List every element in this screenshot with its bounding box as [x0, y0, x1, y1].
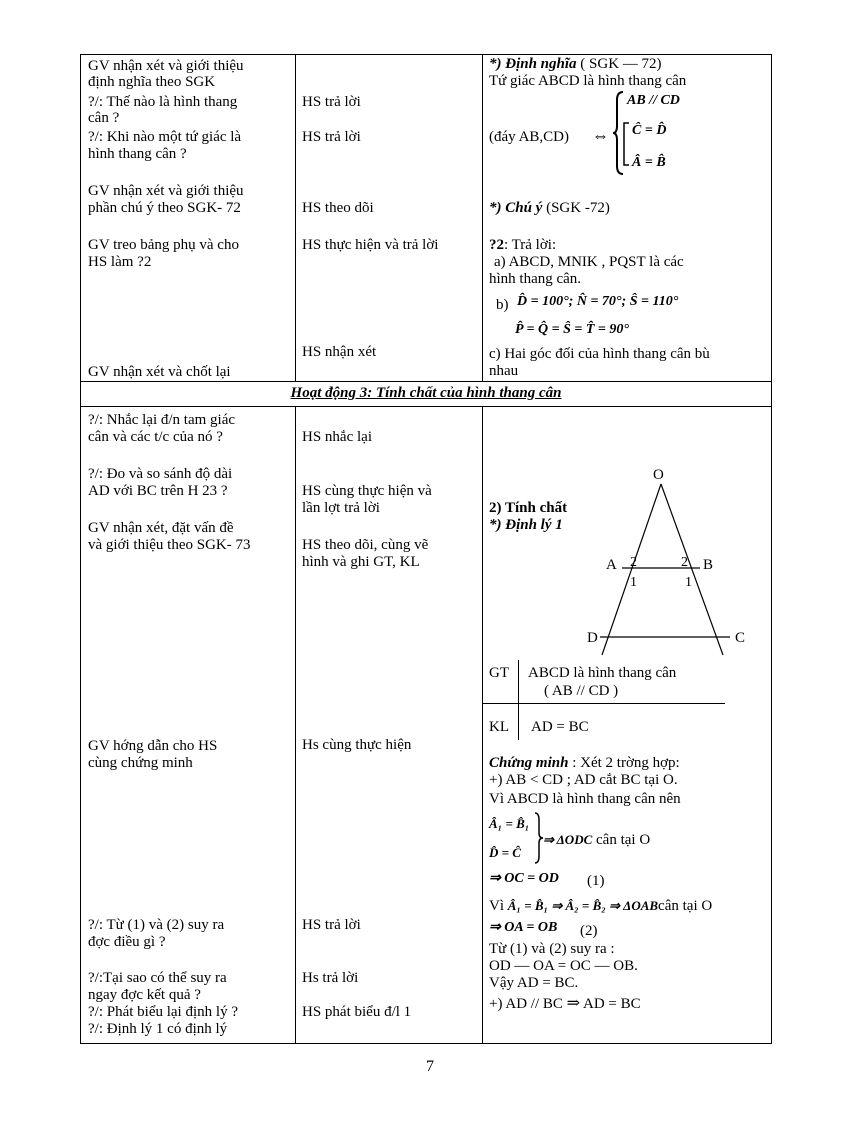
student-line: HS nhận xét [302, 344, 377, 360]
kl-text: AD = BC [531, 719, 589, 735]
trapezoid-figure [587, 462, 760, 652]
teacher-line: ?/: Đo và so sánh độ dài [88, 466, 233, 482]
mark-2: (2) [580, 923, 598, 939]
system-line-3: Â = B̂ [632, 155, 666, 170]
teacher-line: GV hớng dẫn cho HS [88, 738, 218, 754]
q2-answer-a-1: a) ABCD, MNIK , PQST là các [494, 254, 684, 270]
definition-text: Tứ giác ABCD là hình thang cân [489, 73, 687, 89]
student-line: HS thực hiện và trả lời [302, 237, 439, 253]
case2-arrow: ⇒ [566, 995, 581, 1012]
col-divider-2-upper [482, 54, 483, 381]
teacher-line: và giới thiệu theo SGK- 73 [88, 537, 251, 553]
student-line: Hs trả lời [302, 970, 359, 986]
case2-right: AD = BC [582, 996, 641, 1012]
vertex-o: O [653, 467, 664, 483]
note-heading [489, 200, 610, 217]
teacher-line: HS làm ?2 [88, 254, 152, 270]
header-row-bottom [80, 406, 772, 407]
proof-since: Vì ABCD là hình thang cân nên [489, 791, 681, 807]
proof-therefore: Vậy AD = BC. [489, 975, 579, 991]
teacher-line: ?/: Định lý 1 có định lý [88, 1021, 228, 1037]
definition-title: *) Định nghĩa [489, 56, 577, 72]
gt-label: GT [489, 665, 509, 681]
teacher-line: hình thang cân ? [88, 146, 187, 162]
teacher-line: cân ? [88, 110, 120, 126]
teacher-line: ngay đợc kết quả ? [88, 987, 201, 1003]
q2-answer-c-2: nhau [489, 363, 519, 379]
q2-title: ?2 [489, 237, 504, 253]
proof-heading [489, 755, 680, 772]
vi-word: Vì [489, 898, 508, 914]
teacher-line: GV nhận xét và giới thiệu [88, 183, 244, 199]
teacher-line: GV nhận xét và giới thiệu [88, 58, 244, 74]
table-border-right [771, 54, 772, 1044]
proof-eq-2: D̂ = Ĉ [489, 845, 521, 860]
teacher-line: AD với BC trên H 23 ? [88, 483, 228, 499]
student-line: HS trả lời [302, 129, 361, 145]
student-line: HS theo dõi, cùng vẽ [302, 537, 429, 553]
teacher-line: GV nhận xét, đặt vấn đề [88, 520, 234, 536]
proof-chain-line [489, 897, 712, 915]
proof-eq-1: Â₁ = B̂₁ [489, 816, 530, 831]
definition-condition: (đáy AB,CD) [489, 129, 569, 145]
student-line: HS cùng thực hiện và [302, 483, 432, 499]
teacher-line: phần chú ý theo SGK- 72 [88, 200, 241, 216]
angle-a2: 2 [630, 555, 637, 570]
gt-line-1: ABCD là hình thang cân [528, 665, 677, 681]
teacher-line: ?/: Khi nào một tứ giác là [88, 129, 242, 145]
proof-chain: Â₁ = B̂₁ ⇒ Â₂ = B̂₂ ⇒ ΔOAB [507, 898, 659, 913]
student-line: hình và ghi GT, KL [302, 554, 420, 570]
definition-heading [489, 56, 662, 73]
system-line-2: Ĉ = D̂ [632, 123, 667, 138]
gt-kl-horizontal [483, 703, 725, 704]
teacher-line: cân và các t/c của nó ? [88, 429, 223, 445]
teacher-line: cùng chứng minh [88, 755, 193, 771]
odc-tail: cân tại O [592, 832, 651, 848]
q2-answer-a-2: hình thang cân. [489, 271, 582, 287]
col-divider-1-upper [295, 54, 296, 381]
iff-symbol: ⇔ [592, 126, 609, 145]
q2-answer-b-label: b) [496, 297, 509, 313]
angle-b1: 1 [685, 575, 692, 590]
proof-title: Chứng minh [489, 755, 569, 771]
angle-b2: 2 [681, 555, 688, 570]
proof-odc [543, 831, 650, 849]
definition-ref: ( SGK — 72) [576, 56, 662, 72]
system-inner-bracket [622, 122, 630, 166]
student-line: HS trả lời [302, 94, 361, 110]
teacher-line: đợc điều gì ? [88, 934, 166, 950]
teacher-line: GV treo bảng phụ và cho [88, 237, 239, 253]
line-ob [661, 484, 723, 655]
proof-case-1: +) AB < CD ; AD cắt BC tại O. [489, 772, 678, 788]
property-title: 2) Tính chất [489, 500, 568, 516]
q2-answer-b-1: D̂ = 100°; N̂ = 70°; Ŝ = 110° [517, 294, 679, 309]
oab-tail: cân tại O [658, 898, 713, 914]
proof-oc-od: ⇒ OC = OD [489, 871, 559, 886]
teacher-line: định nghĩa theo SGK [88, 74, 216, 90]
gt-kl-vertical [518, 660, 519, 740]
table-border-left [80, 54, 81, 1044]
student-line: Hs cùng thực hiện [302, 737, 412, 753]
mark-1: (1) [587, 873, 605, 889]
teacher-line: ?/: Từ (1) và (2) suy ra [88, 917, 225, 933]
implies-odc: ⇒ ΔODC [543, 832, 593, 847]
q2-answer-c-1: c) Hai góc đối của hình thang cân bù [489, 346, 710, 362]
proof-intro: : Xét 2 trờng hợp: [568, 755, 680, 771]
angle-a1: 1 [630, 575, 637, 590]
q2-text: : Trả lời: [504, 237, 557, 253]
student-line: HS trả lời [302, 917, 361, 933]
col-divider-1-lower [295, 406, 296, 1044]
vertex-b: B [703, 557, 714, 573]
header-row-top [80, 381, 772, 382]
teacher-line: ?/: Phát biểu lại định lý ? [88, 1004, 238, 1020]
teacher-line: GV nhận xét và chốt lại [88, 364, 231, 380]
vertex-d: D [587, 630, 598, 646]
theorem-title: *) Định lý 1 [489, 517, 563, 533]
proof-oa-ob: ⇒ OA = OB [489, 920, 558, 935]
student-line: HS phát biểu đ/l 1 [302, 1004, 412, 1020]
case2-left: +) AD // BC [489, 996, 563, 1012]
q2-heading [489, 237, 556, 254]
vertex-c: C [735, 630, 746, 646]
gt-line-2: ( AB // CD ) [544, 683, 619, 699]
student-line: HS nhắc lại [302, 429, 372, 445]
table-border-top [80, 54, 772, 55]
teacher-line: ?/: Nhắc lại đ/n tam giác [88, 412, 236, 428]
note-title: *) Chú ý [489, 200, 543, 216]
proof-from-12: Từ (1) và (2) suy ra : [489, 941, 615, 957]
table-border-bottom [80, 1043, 772, 1044]
vertex-a: A [606, 557, 617, 573]
proof-case-2 [489, 995, 641, 1013]
teacher-line: ?/:Tại sao có thể suy ra [88, 970, 227, 986]
note-ref: (SGK -72) [542, 200, 610, 216]
page-number: 7 [426, 1058, 434, 1075]
col-divider-2-lower [482, 406, 483, 1044]
student-line: lần lợt trả lời [302, 500, 380, 516]
q2-answer-b-2: P̂ = Q̂ = Ŝ = T̂ = 90° [515, 322, 629, 337]
proof-difference: OD — OA = OC — OB. [489, 958, 638, 974]
section-header: Hoạt động 3: Tính chất của hình thang cân [290, 385, 562, 401]
kl-label: KL [489, 719, 509, 735]
student-line: HS theo dõi [302, 200, 374, 216]
system-line-1: AB // CD [627, 93, 680, 108]
teacher-line: ?/: Thế nào là hình thang [88, 94, 238, 110]
